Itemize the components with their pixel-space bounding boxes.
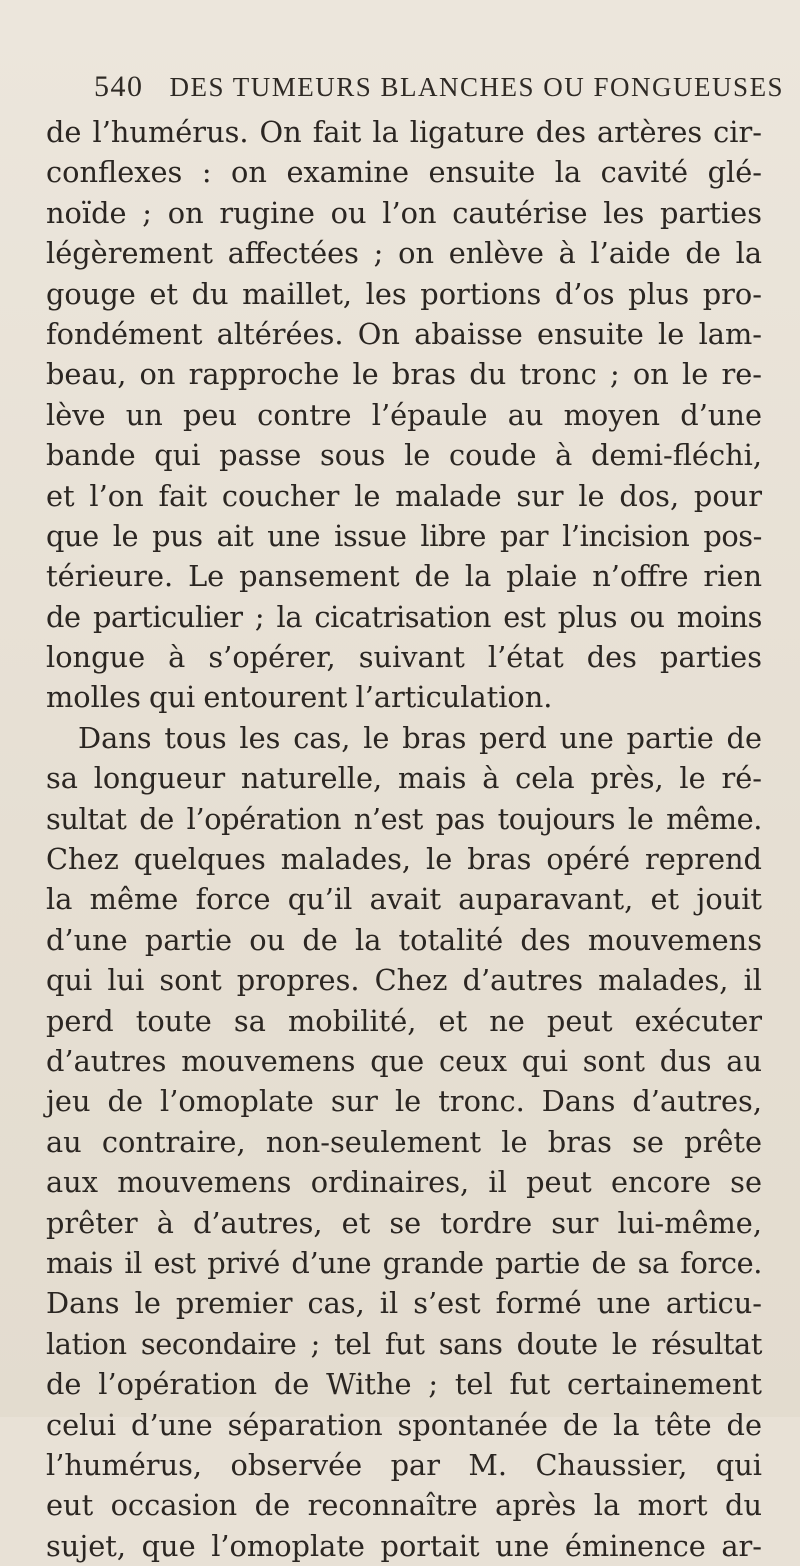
text-line: sultat de l’opération n’est pas toujours le même. <box>46 801 762 836</box>
text-line: fondément altérées. On abaisse ensuite le lam- <box>46 316 762 351</box>
text-line: aux mouvemens ordinaires, il peut encore se <box>46 1165 762 1200</box>
page-number: 540 <box>94 70 144 103</box>
text-line: Dans tous les cas, le bras perd une partie de <box>78 720 762 755</box>
text-line: la même force qu’il avait auparavant, et jouit <box>46 882 762 917</box>
text-line: beau, on rapproche le bras du tronc ; on le re- <box>46 357 762 392</box>
text-line: conflexes : on examine ensuite la cavité glé- <box>46 155 762 190</box>
text-line: lève un peu contre l’épaule au moyen d’une <box>46 397 762 432</box>
body-text <box>46 112 762 1566</box>
text-line: légèrement affectées ; on enlève à l’aide de la <box>46 236 762 271</box>
text-line: gouge et du maillet, les portions d’os plus pro- <box>46 276 762 311</box>
text-line: sa longueur naturelle, mais à cela près, le ré- <box>46 761 762 796</box>
text-line: longue à s’opérer, suivant l’état des parties <box>46 640 762 675</box>
text-line: eut occasion de reconnaître après la mort du <box>46 1488 762 1523</box>
text-line: de l’humérus. On fait la ligature des artères cir- <box>46 115 762 149</box>
text-line: térieure. Le pansement de la plaie n’offre rien <box>46 559 762 594</box>
running-title: DES TUMEURS BLANCHES OU FONGUEUSES <box>169 72 785 102</box>
text-line: Chez quelques malades, le bras opéré reprend <box>46 842 762 877</box>
text-line: au contraire, non-seulement le bras se prête <box>46 1124 762 1159</box>
text-line: d’une partie ou de la totalité des mouvemens <box>46 922 762 957</box>
text-line: que le pus ait une issue libre par l’incision pos- <box>46 518 762 553</box>
text-line: sujet, que l’omoplate portait une éminence ar- <box>46 1528 762 1563</box>
text-line: jeu de l’omoplate sur le tronc. Dans d’autres, <box>46 1084 762 1119</box>
text-line: noïde ; on rugine ou l’on cautérise les parties <box>46 195 762 230</box>
text-line: prêter à d’autres, et se tordre sur lui-même, <box>46 1205 762 1240</box>
text-line: mais il est privé d’une grande partie de sa force. <box>46 1245 762 1280</box>
text-line: perd toute sa mobilité, et ne peut exécuter <box>46 1003 762 1038</box>
text-line: l’humérus, observée par M. Chaussier, qui <box>46 1447 762 1482</box>
text-line: molles qui entourent l’articulation. <box>46 680 553 715</box>
text-line: Dans le premier cas, il s’est formé une articu- <box>46 1286 762 1321</box>
text-line: de particulier ; la cicatrisation est plus ou moins <box>46 599 762 634</box>
running-head <box>94 70 785 110</box>
text-line: lation secondaire ; tel fut sans doute le résultat <box>46 1326 762 1361</box>
text-line: d’autres mouvemens que ceux qui sont dus au <box>46 1043 762 1078</box>
text-line: bande qui passe sous le coude à demi-fléchi, <box>46 438 762 473</box>
text-line: de l’opération de Withe ; tel fut certainement <box>46 1367 762 1402</box>
text-line: qui lui sont propres. Chez d’autres malades, il <box>46 963 762 998</box>
text-line: et l’on fait coucher le malade sur le dos, pour <box>46 478 762 513</box>
text-line: celui d’une séparation spontanée de la tête de <box>46 1407 762 1442</box>
